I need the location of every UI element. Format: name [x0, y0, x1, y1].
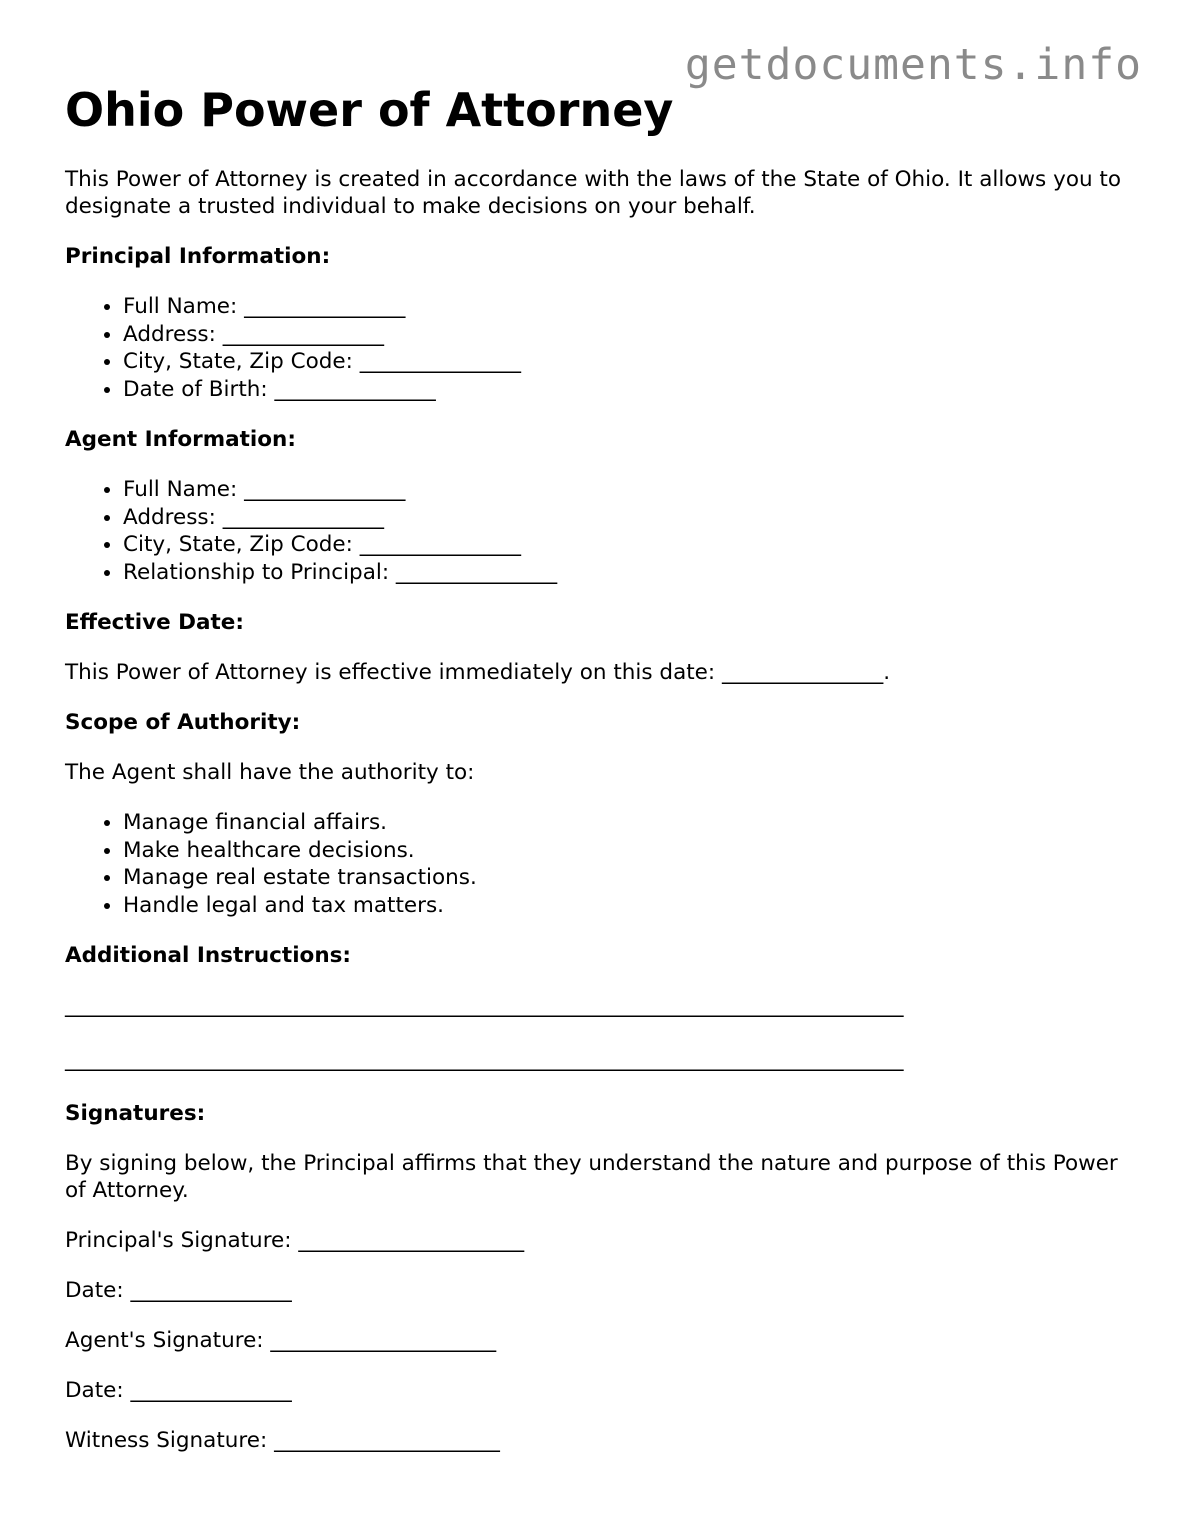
witness-signature-line: Witness Signature: _____________________: [65, 1428, 500, 1453]
scope-list: [65, 809, 1125, 919]
principal-date-of-birth: • Date of Birth: _______________: [123, 376, 1125, 404]
principal-city-state-zip: • City, State, Zip Code: _______________: [123, 348, 1125, 376]
principal-heading: Principal Information:: [65, 244, 331, 269]
scope-item: • Manage real estate transactions.: [123, 864, 1125, 892]
intro-paragraph: This Power of Attorney is created in accordance with the laws of the State of Ohio. It allows you to designate a trusted individual to make decisions on your behalf.: [65, 167, 1122, 219]
agent-city-state-zip: • City, State, Zip Code: _______________: [123, 531, 1125, 559]
principal-signature-line: Principal's Signature: _____________________: [65, 1228, 525, 1253]
scope-item: • Manage financial affairs.: [123, 809, 1125, 837]
scope-item: • Make healthcare decisions.: [123, 837, 1125, 865]
effective-date-text: This Power of Attorney is effective immediately on this date: _______________.: [65, 660, 891, 685]
agent-list: [65, 476, 1125, 586]
agent-heading: Agent Information:: [65, 427, 296, 452]
principal-date-line: Date: _______________: [65, 1278, 292, 1303]
signatures-text: By signing below, the Principal affirms that they understand the nature and purpose of this Power of Attorney.: [65, 1151, 1118, 1203]
signatures-heading: Signatures:: [65, 1101, 206, 1126]
effective-date-heading: Effective Date:: [65, 610, 244, 635]
principal-list: [65, 293, 1125, 403]
agent-relationship: • Relationship to Principal: _______________: [123, 559, 1125, 587]
agent-full-name: • Full Name: _______________: [123, 476, 1125, 504]
principal-full-name: • Full Name: _______________: [123, 293, 1125, 321]
additional-instructions-heading: Additional Instructions:: [65, 943, 352, 968]
agent-date-line: Date: _______________: [65, 1378, 292, 1403]
agent-address: • Address: _______________: [123, 504, 1125, 532]
additional-instructions-line: ______________________________________________________________________________: [65, 1047, 904, 1072]
watermark: getdocuments.info: [684, 40, 1142, 90]
document-page: [65, 82, 1125, 1477]
scope-text: The Agent shall have the authority to:: [65, 760, 475, 785]
scope-heading: Scope of Authority:: [65, 710, 301, 735]
agent-signature-line: Agent's Signature: _____________________: [65, 1328, 497, 1353]
document-title: Ohio Power of Attorney: [65, 83, 674, 137]
scope-item: • Handle legal and tax matters.: [123, 892, 1125, 920]
additional-instructions-line: ______________________________________________________________________________: [65, 993, 904, 1018]
principal-address: • Address: _______________: [123, 321, 1125, 349]
